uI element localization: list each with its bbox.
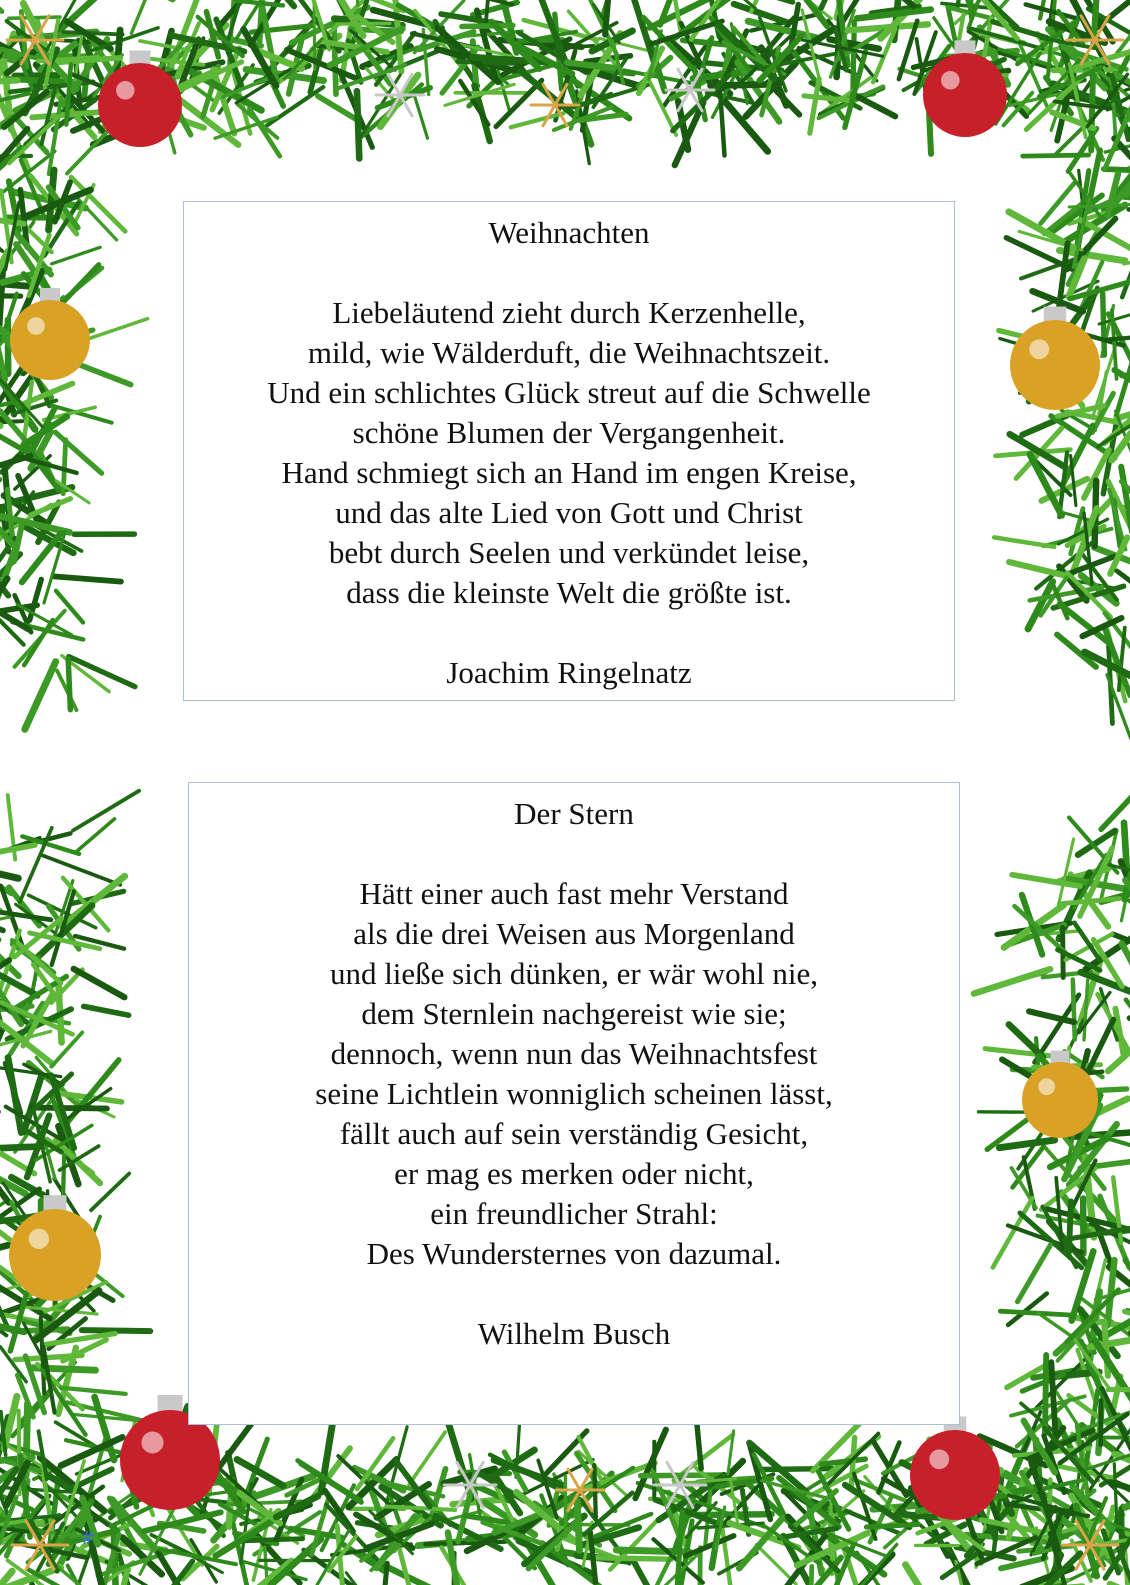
poem-line: dennoch, wenn nun das Weihnachtsfest: [330, 1036, 818, 1071]
poem-title: Der Stern: [514, 796, 634, 831]
poem-author: Joachim Ringelnatz: [446, 655, 692, 690]
poem-line: Hätt einer auch fast mehr Verstand: [359, 876, 789, 911]
poem-author: Wilhelm Busch: [477, 1316, 671, 1351]
page-mark: #: [80, 1528, 96, 1549]
poem-line: dem Sternlein nachgereist wie sie;: [361, 996, 787, 1031]
poem-line: er mag es merken oder nicht,: [394, 1156, 754, 1191]
poem-box-weihnachten: [183, 201, 955, 701]
poem-line: schöne Blumen der Vergangenheit.: [352, 415, 786, 450]
poem-line: und das alte Lied von Gott und Christ: [335, 495, 803, 530]
poem-line: seine Lichtlein wonniglich scheinen lässt,: [315, 1076, 833, 1111]
poem-box-der-stern: [188, 782, 960, 1425]
poem-line: ein freundlicher Strahl:: [430, 1196, 718, 1231]
christmas-bauble-icon: [10, 288, 90, 380]
poem-line: Des Wundersternes von dazumal.: [366, 1236, 782, 1271]
poem-line: Hand schmiegt sich an Hand im engen Kreise,: [281, 455, 857, 490]
poem-title: Weihnachten: [488, 215, 650, 250]
poem-line: dass die kleinste Welt die größte ist.: [346, 575, 792, 610]
christmas-bauble-icon: [910, 1417, 1000, 1521]
poem-line: Liebeläutend zieht durch Kerzenhelle,: [332, 295, 806, 330]
poem-line: mild, wie Wälderduft, die Weihnachtszeit.: [307, 335, 831, 370]
poem-line: Und ein schlichtes Glück streut auf die Schwelle: [267, 375, 871, 410]
poem-line: und ließe sich dünken, er wär wohl nie,: [329, 956, 819, 991]
poem-line: bebt durch Seelen und verkündet leise,: [328, 535, 810, 570]
poem-line: als die drei Weisen aus Morgenland: [353, 916, 795, 951]
poem-line: fällt auch auf sein verständig Gesicht,: [339, 1116, 809, 1151]
